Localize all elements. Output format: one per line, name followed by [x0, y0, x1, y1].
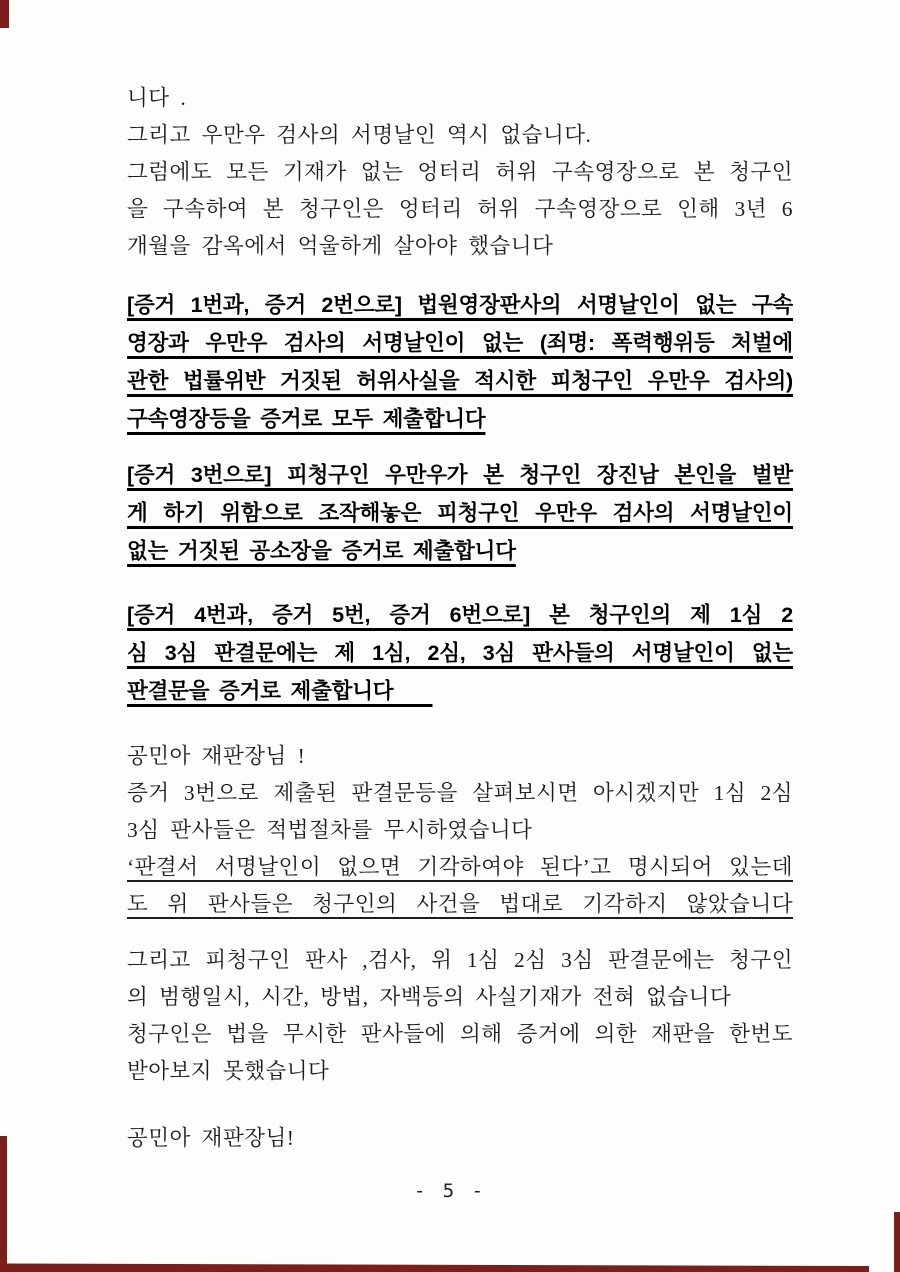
text-line: 의 범행일시, 시간, 방법, 자백등의 사실기재가 전혀 없습니다: [127, 985, 732, 1009]
paragraph-intro: [127, 80, 793, 265]
text-line: [증거 1번과, 증거 2번으로] 법원영장판사의 서명날인이 없는 구속: [127, 293, 793, 317]
scan-edge-bottom: [7, 1262, 869, 1272]
text-line: 없는 거짓된 공소장을 증거로 제출합니다: [127, 539, 516, 563]
text-line: 그리고 피청구인 판사 ,검사, 위 1심 2심 3심 판결문에는 청구인: [127, 948, 793, 972]
text-line: 개월을 감옥에서 억울하게 살아야 했습니다: [127, 234, 554, 258]
closing-salutation: [127, 1120, 793, 1157]
text-line: 영장과 우만우 검사의 서명날인이 없는 (죄명: 폭력행위등 처벌에: [127, 331, 793, 355]
text-line: 받아보지 못했습니다: [127, 1059, 330, 1083]
text-line: 게 하기 위함으로 조작해놓은 피청구인 우만우 검사의 서명날인이: [127, 501, 793, 525]
text-line: 구속영장등을 증거로 모두 제출합니다: [127, 407, 486, 431]
text-line: 그럼에도 모든 기재가 없는 엉터리 허위 구속영장으로 본 청구인: [127, 160, 793, 184]
text-line: 판결문을 증거로 제출합니다: [127, 679, 433, 703]
evidence-heading-1: [127, 286, 793, 438]
scan-edge-bottom-right: [894, 1212, 900, 1272]
text-line: 을 구속하여 본 청구인은 엉터리 허위 구속영장으로 인해 3년 6: [127, 197, 793, 221]
paragraph-facts: [127, 942, 793, 1090]
text-line: 심 3심 판결문에는 제 1심, 2심, 3심 판사들의 서명날인이 없는: [127, 641, 793, 665]
text-line: [증거 3번으로] 피청구인 우만우가 본 청구인 장진남 본인을 벌받: [127, 463, 793, 487]
text-line: 증거 3번으로 제출된 판결문등을 살펴보시면 아시겠지만 1심 2심: [127, 781, 793, 805]
scan-edge-top-left: [0, 0, 9, 28]
text-line: 3심 판사들은 적법절차를 무시하였습니다: [127, 818, 533, 842]
evidence-heading-3: [127, 596, 793, 710]
text-line: 도 위 판사들은 청구인의 사건을 법대로 기각하지 않았습니다: [127, 892, 793, 916]
text-line: 청구인은 법을 무시한 판사들에 의해 증거에 의한 재판을 한번도: [127, 1022, 793, 1046]
text-line: 공민아 재판장님 !: [127, 744, 306, 768]
text-line: 공민아 재판장님!: [127, 1126, 295, 1150]
page-number: - 5 -: [413, 1180, 487, 1202]
scan-edge-left: [0, 1136, 7, 1272]
text-line: 관한 법률위반 거짓된 허위사실을 적시한 피청구인 우만우 검사의): [127, 369, 793, 393]
evidence-heading-2: [127, 456, 793, 570]
text-line: [증거 4번과, 증거 5번, 증거 6번으로] 본 청구인의 제 1심 2: [127, 603, 793, 627]
text-line: 니다 .: [127, 86, 187, 110]
paragraph-judge-appeal: [127, 738, 793, 923]
text-line: 그리고 우만우 검사의 서명날인 역시 없습니다.: [127, 123, 592, 147]
text-line: ‘판결서 서명날인이 없으면 기각하여야 된다’고 명시되어 있는데: [127, 855, 793, 879]
